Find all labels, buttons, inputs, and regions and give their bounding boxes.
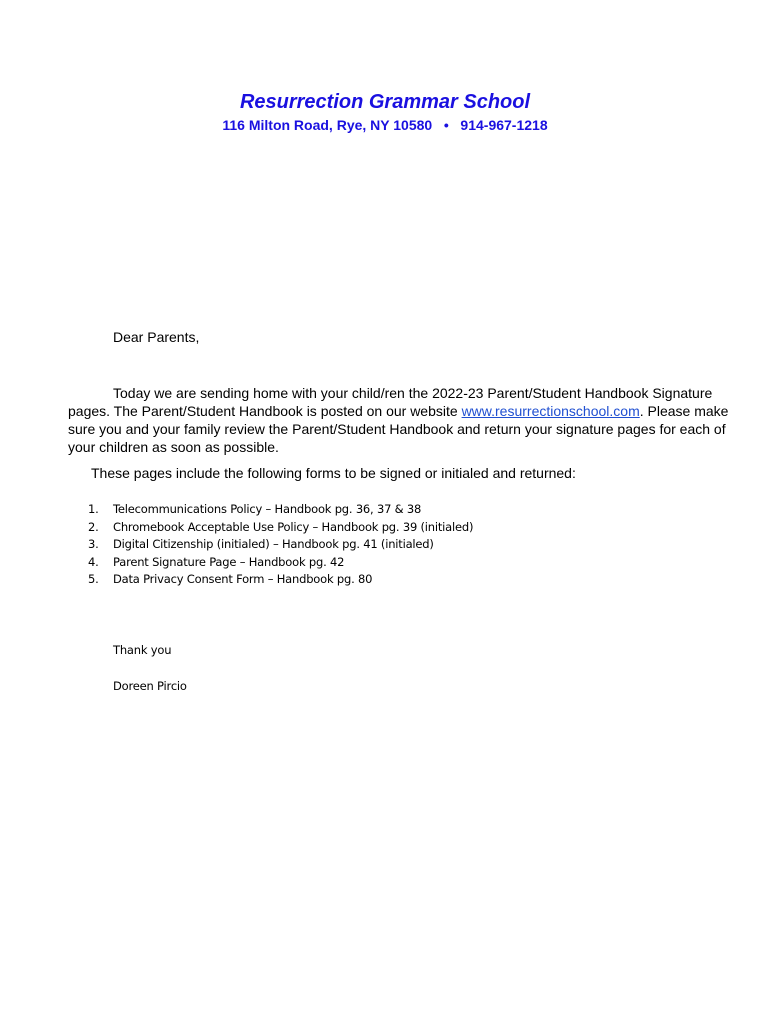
school-name: Resurrection Grammar School <box>239 91 531 113</box>
list-item-text: Data Privacy Consent Form – Handbook pg. 80 <box>113 572 373 586</box>
closing-line: Thank you <box>113 643 172 657</box>
paragraph-text-start: Today we are sending home with your child/ren the 2022-23 Parent/Student Handbook Signature pages. The Parent/Student Handbook is posted on our website <box>68 385 713 419</box>
list-item-number: 1. <box>88 502 99 516</box>
forms-list <box>88 501 473 589</box>
list-item-number: 5. <box>88 572 99 586</box>
list-item-number: 3. <box>88 537 99 551</box>
list-item-number: 4. <box>88 554 99 569</box>
list-item-text: Telecommunications Policy – Handbook pg. 36, 37 & 38 <box>113 502 422 516</box>
list-item-text: Chromebook Acceptable Use Policy – Handbook pg. 39 (initialed) <box>113 519 474 534</box>
list-item-text: Digital Citizenship (initialed) – Handbook pg. 41 (initialed) <box>113 537 434 551</box>
list-item-number: 2. <box>88 519 99 534</box>
list-item <box>88 571 473 589</box>
website-link[interactable]: www.resurrectionschool.com <box>461 403 640 419</box>
salutation: Dear Parents, <box>113 329 200 345</box>
forms-intro: These pages include the following forms to be signed or initialed and returned: <box>91 465 576 481</box>
list-item <box>88 519 473 537</box>
list-item <box>88 536 473 554</box>
signer-name: Doreen Pircio <box>113 679 187 693</box>
list-item <box>88 554 473 572</box>
list-item-text: Parent Signature Page – Handbook pg. 42 <box>113 554 345 569</box>
body-paragraph <box>68 384 734 456</box>
paragraph-text-end: . Please make sure you and your family review the Parent/Student Handbook and return your signature pages for each of your children as soon as possible. <box>68 403 729 455</box>
school-address: 116 Milton Road, Rye, NY 10580 • 914-967-1218 <box>222 117 548 133</box>
list-item <box>88 501 473 519</box>
